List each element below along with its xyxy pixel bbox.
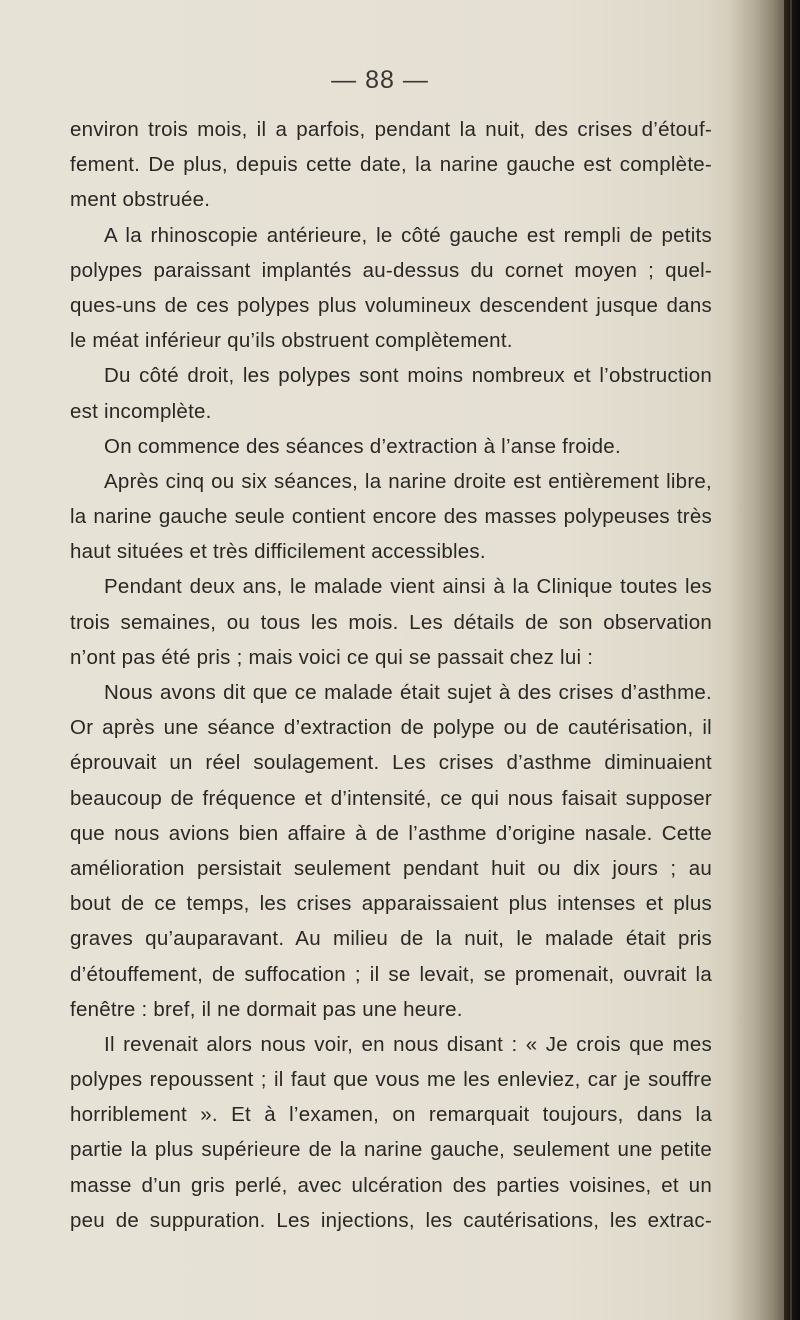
- text-line: le méat inférieur qu’ils obstruent complètement.: [70, 329, 513, 353]
- text-line: Or après une séance d’extraction de polype ou de cautérisation, il: [70, 716, 712, 740]
- text-line: haut situées et très difficilement accessibles.: [70, 540, 486, 564]
- text-line: A la rhinoscopie antérieure, le côté gauche est rempli de petits: [104, 223, 712, 247]
- text-line: bout de ce temps, les crises apparaissaient plus intenses et plus: [70, 892, 712, 916]
- text-line: ques-uns de ces polypes plus volumineux descendent jusque dans: [70, 293, 712, 317]
- text-line: partie la plus supérieure de la narine gauche, seulement une petite: [70, 1138, 712, 1162]
- page-edge-shadow: [730, 0, 786, 1320]
- text-line: Il revenait alors nous voir, en nous disant : « Je crois que mes: [104, 1032, 712, 1056]
- book-binding-edge: [784, 0, 800, 1320]
- text-line: peu de suppuration. Les injections, les cautérisations, les extrac-: [70, 1208, 712, 1232]
- text-line: masse d’un gris perlé, avec ulcération des parties voisines, et un: [70, 1173, 712, 1197]
- text-line: n’ont pas été pris ; mais voici ce qui se passait chez lui :: [70, 645, 594, 669]
- text-line: fenêtre : bref, il ne dormait pas une heure.: [70, 997, 463, 1021]
- text-line: Pendant deux ans, le malade vient ainsi à la Clinique toutes les: [104, 575, 712, 599]
- text-line: Nous avons dit que ce malade était sujet à des crises d’asthme.: [104, 681, 712, 704]
- text-line: est incomplète.: [70, 399, 212, 423]
- text-line: beaucoup de fréquence et d’intensité, ce qui nous faisait supposer: [70, 786, 712, 810]
- text-line: trois semaines, ou tous les mois. Les détails de son observation: [70, 610, 712, 634]
- text-line: que nous avions bien affaire à de l’asthme d’origine nasale. Cette: [70, 821, 712, 845]
- text-line: polypes paraissant implantés au-dessus du cornet moyen ; quel-: [70, 258, 712, 282]
- body-text: [70, 112, 712, 1238]
- text-line: amélioration persistait seulement pendant huit ou dix jours ; au: [70, 856, 712, 880]
- binding-thread: [790, 0, 792, 1320]
- text-line: éprouvait un réel soulagement. Les crises d’asthme diminuaient: [70, 751, 712, 775]
- text-line: Du côté droit, les polypes sont moins nombreux et l’obstruction: [104, 364, 712, 388]
- text-line: Après cinq ou six séances, la narine droite est entièrement libre,: [104, 469, 712, 493]
- text-line: d’étouffement, de suffocation ; il se levait, se promenait, ouvrait la: [70, 962, 712, 986]
- text-line: polypes repoussent ; il faut que vous me les enleviez, car je souffre: [70, 1068, 712, 1092]
- text-line: environ trois mois, il a parfois, pendant la nuit, des crises d’étouf-: [70, 118, 712, 141]
- text-line: la narine gauche seule contient encore des masses polypeuses très: [70, 505, 712, 529]
- text-line: graves qu’auparavant. Au milieu de la nuit, le malade était pris: [70, 927, 712, 951]
- page-number: — 88 —: [331, 66, 429, 94]
- text-line: ment obstruée.: [70, 188, 211, 212]
- text-line: horriblement ». Et à l’examen, on remarquait toujours, dans la: [70, 1103, 712, 1127]
- text-line: On commence des séances d’extraction à l’anse froide.: [104, 434, 621, 458]
- text-line: fement. De plus, depuis cette date, la narine gauche est complète-: [70, 153, 712, 177]
